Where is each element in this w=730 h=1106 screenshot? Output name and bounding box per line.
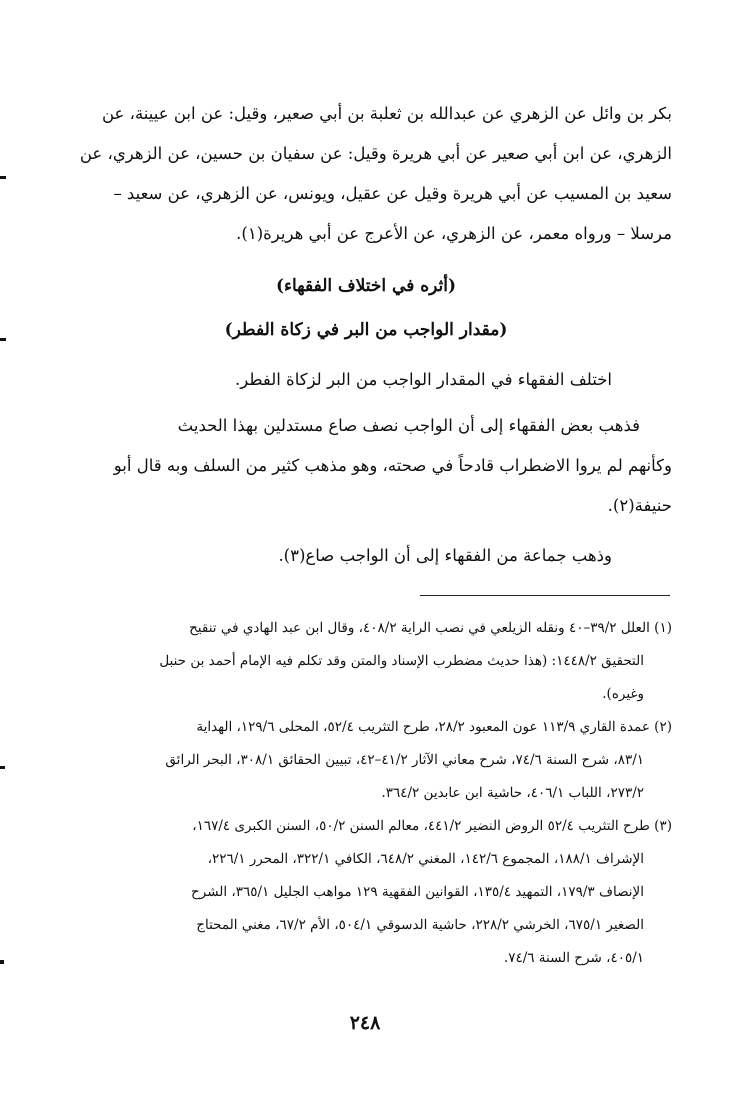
footnote-3-line: (٣) طرح التثريب ٥٢/٤ الروض النضير ٤٤١/٢، معالم السنن ٥٠/٢، السنن الكبرى ١٦٧/٤، bbox=[192, 818, 672, 834]
footnote-3-line: الإنصاف ١٧٩/٣، التمهيد ١٣٥/٤، القوانين الفقهية ١٢٩ مواهب الجليل ٣٦٥/١، الشرح bbox=[191, 884, 644, 900]
intro-paragraph bbox=[60, 94, 672, 254]
intro-line: سعيد بن المسيب عن أبي هريرة وقيل عن عقيل، ويونس، عن الزهري، عن سعيد – bbox=[113, 184, 672, 203]
intro-line: الزهري، عن ابن أبي صعير عن أبي هريرة وقيل: عن سفيان بن حسين، عن الزهري، عن bbox=[79, 144, 672, 163]
paragraph-2-line: وكأنهم لم يروا الاضطراب قادحاً في صحته، وهو مذهب كثير من السلف وبه قال أبو bbox=[113, 456, 672, 475]
paragraph-3: وذهب جماعة من الفقهاء إلى أن الواجب صاع(٣). bbox=[278, 546, 612, 565]
page-number: ٢٤٨ bbox=[349, 1012, 381, 1034]
paragraph-2-line: فذهب بعض الفقهاء إلى أن الواجب نصف صاع مستدلين بهذا الحديث bbox=[177, 416, 640, 435]
section-heading: (أثره في اختلاف الفقهاء) bbox=[275, 276, 457, 296]
scan-edge-mark bbox=[0, 338, 6, 341]
footnote-2-line: ٨٣/١، شرح السنة ٧٤/٦، شرح معاني الآثار ٤١/٢–٤٢، تبيين الحقائق ٣٠٨/١، البحر الرائق bbox=[165, 752, 644, 768]
scan-edge-mark bbox=[0, 766, 5, 769]
scan-edge-mark bbox=[0, 176, 6, 179]
footnote-3-line: ٤٠٥/١، شرح السنة ٧٤/٦. bbox=[503, 950, 644, 966]
footnote-2-line: ٢٧٣/٢، اللباب ٤٠٦/١، حاشية ابن عابدين ٣٦٤/٢. bbox=[381, 785, 644, 801]
intro-line: مرسلا – ورواه معمر، عن الزهري، عن الأعرج عن أبي هريرة(١). bbox=[236, 224, 672, 243]
subsection-heading: (مقدار الواجب من البر في زكاة الفطر) bbox=[224, 320, 508, 340]
footnote-3-line: الصغير ٦٧٥/١، الخرشي ٢٢٨/٢، حاشية الدسوقي ٥٠٤/١، الأم ٦٧/٢، مغني المحتاج bbox=[196, 917, 644, 933]
footnote-1-line: التحقيق ١٤٤٨/٢: (هذا حديث مضطرب الإسناد والمتن وقد تكلم فيه الإمام أحمد بن حنبل bbox=[159, 653, 644, 669]
footnote-2-line: (٢) عمدة القاري ١١٣/٩ عون المعبود ٢٨/٢، طرح التثريب ٥٢/٤، المحلى ١٢٩/٦، الهداية bbox=[196, 719, 672, 735]
paragraph-2-line: حنيفة(٢). bbox=[607, 496, 672, 515]
paragraph-2 bbox=[60, 406, 672, 526]
footnote-1-line: (١) العلل ٣٩/٢–٤٠ ونقله الزيلعي في نصب الراية ٤٠٨/٢، وقال ابن عبد الهادي في تنقيح bbox=[189, 620, 672, 636]
footnote-separator bbox=[420, 595, 670, 596]
intro-line: بكر بن وائل عن الزهري عن عبدالله بن ثعلبة بن أبي صعير، وقيل: عن ابن عيينة، عن bbox=[101, 104, 672, 123]
paragraph-1: اختلف الفقهاء في المقدار الواجب من البر لزكاة الفطر. bbox=[234, 370, 612, 389]
footnotes bbox=[60, 612, 672, 975]
scan-edge-mark bbox=[0, 960, 4, 964]
footnote-1-line: وغيره). bbox=[602, 686, 644, 702]
footnote-3-line: الإشراف ١٨٨/١، المجموع ١٤٢/٦، المغني ٦٤٨/٢، الكافي ٣٢٢/١، المحرر ٢٢٦/١، bbox=[207, 851, 644, 867]
